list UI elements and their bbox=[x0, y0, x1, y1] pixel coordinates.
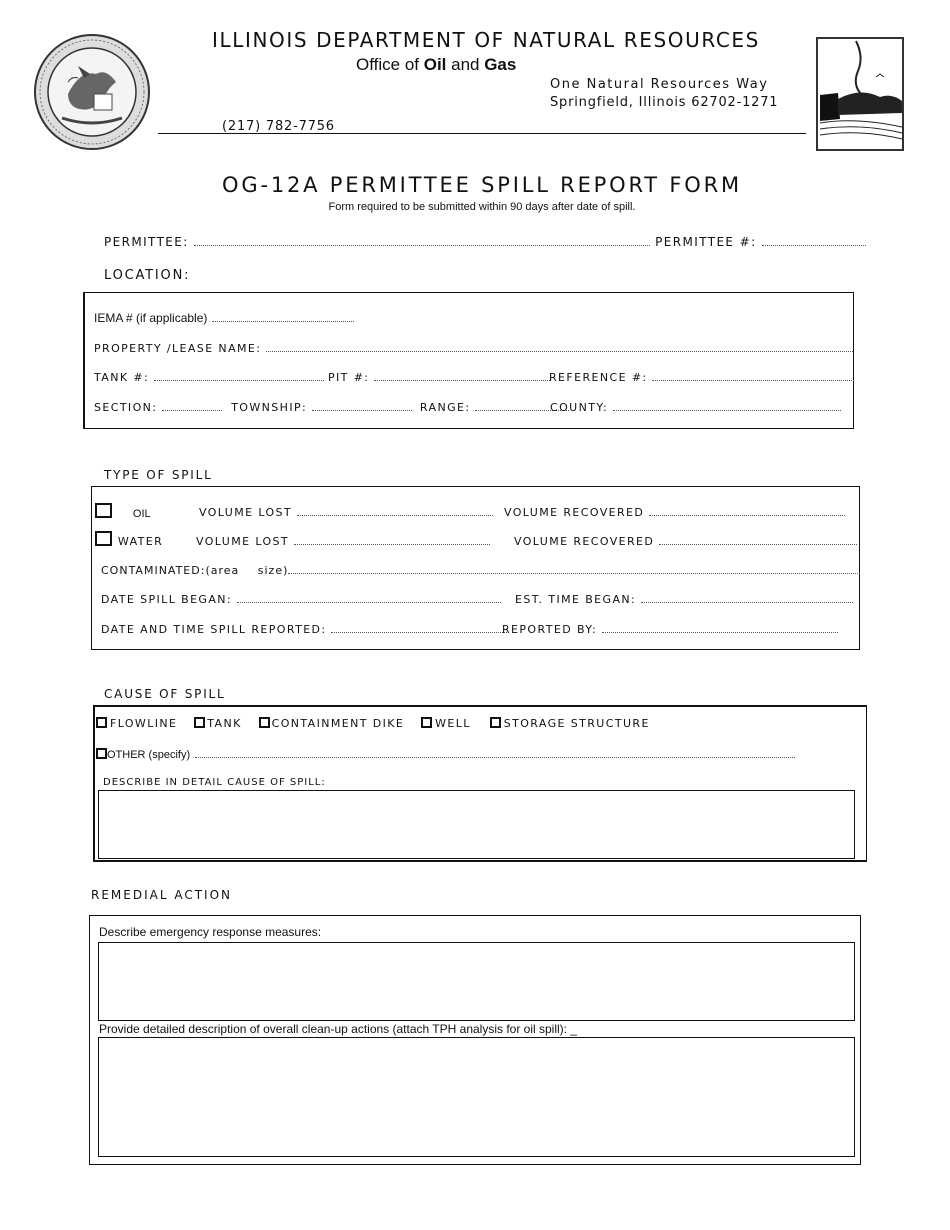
pit-label: PIT #: bbox=[328, 371, 370, 384]
storage-structure-label: STORAGE STRUCTURE bbox=[503, 717, 650, 730]
cause-detail-box[interactable] bbox=[98, 790, 855, 859]
property-label: PROPERTY /LEASE NAME: bbox=[94, 342, 262, 355]
section-row bbox=[94, 399, 569, 414]
time-began-field[interactable] bbox=[641, 591, 853, 603]
reference-label: REFERENCE #: bbox=[549, 371, 648, 384]
cause-heading: CAUSE OF SPILL bbox=[104, 687, 226, 701]
office-and: and bbox=[446, 55, 485, 74]
permittee-number-field[interactable] bbox=[762, 234, 866, 246]
remedial-heading: REMEDIAL ACTION bbox=[91, 888, 233, 902]
phone-number: (217) 782-7756 bbox=[222, 119, 335, 134]
reported-time-label: DATE AND TIME SPILL REPORTED: bbox=[101, 623, 327, 636]
reported-by-group bbox=[502, 621, 838, 636]
permittee-row bbox=[104, 234, 866, 249]
water-label: WATER bbox=[117, 535, 164, 548]
emergency-box[interactable] bbox=[98, 942, 855, 1021]
permittee-field[interactable] bbox=[194, 234, 650, 246]
permittee-label: PERMITTEE: bbox=[104, 235, 189, 249]
other-checkbox[interactable] bbox=[96, 748, 107, 759]
office-oil: Oil bbox=[423, 55, 447, 74]
address-line1: One Natural Resources Way bbox=[550, 77, 769, 92]
form-title: OG-12A PERMITTEE SPILL REPORT FORM bbox=[222, 173, 742, 197]
water-volume-recovered-label: VOLUME RECOVERED bbox=[514, 535, 655, 548]
reported-row bbox=[101, 621, 507, 636]
storage-structure-checkbox[interactable] bbox=[490, 717, 501, 728]
agency-name: ILLINOIS DEPARTMENT OF NATURAL RESOURCES bbox=[212, 28, 760, 52]
landscape-logo-icon bbox=[816, 37, 904, 151]
county-label: COUNTY: bbox=[550, 401, 609, 414]
reference-group bbox=[549, 369, 854, 384]
water-checkbox[interactable] bbox=[95, 531, 112, 546]
well-checkbox[interactable] bbox=[421, 717, 432, 728]
date-began-field[interactable] bbox=[237, 591, 501, 603]
pit-group bbox=[328, 369, 550, 384]
oil-row bbox=[95, 503, 151, 520]
form-subtitle: Form required to be submitted within 90 days after date of spill. bbox=[328, 201, 636, 213]
oil-label: OIL bbox=[132, 508, 151, 520]
township-field[interactable] bbox=[312, 399, 412, 411]
water-volume-lost bbox=[196, 533, 490, 548]
tank-field[interactable] bbox=[154, 369, 324, 381]
other-field[interactable] bbox=[195, 746, 795, 758]
township-label: TOWNSHIP: bbox=[231, 401, 308, 414]
pit-field[interactable] bbox=[374, 369, 550, 381]
seal-icon bbox=[32, 32, 152, 152]
section-field[interactable] bbox=[162, 399, 222, 411]
tank-label: TANK #: bbox=[94, 371, 150, 384]
cleanup-box[interactable] bbox=[98, 1037, 855, 1157]
water-row bbox=[95, 531, 163, 548]
address-line2: Springfield, Illinois 62702-1271 bbox=[550, 95, 779, 110]
office-gas: Gas bbox=[484, 55, 517, 74]
reported-time-field[interactable] bbox=[331, 621, 507, 633]
permittee-number-label: PERMITTEE #: bbox=[655, 235, 757, 249]
property-field[interactable] bbox=[266, 340, 853, 352]
water-volume-recovered bbox=[514, 533, 857, 548]
oil-volume-recovered bbox=[504, 504, 845, 519]
water-volume-lost-field[interactable] bbox=[294, 533, 490, 545]
contaminated-row bbox=[101, 562, 860, 577]
range-label: RANGE: bbox=[419, 401, 471, 414]
other-row bbox=[96, 746, 795, 761]
cause-options bbox=[96, 717, 650, 730]
water-volume-recovered-field[interactable] bbox=[659, 533, 857, 545]
flowline-checkbox[interactable] bbox=[96, 717, 107, 728]
iema-field[interactable] bbox=[212, 310, 354, 322]
oil-volume-lost-label: VOLUME LOST bbox=[199, 506, 293, 519]
header-rule bbox=[158, 133, 806, 134]
county-field[interactable] bbox=[613, 399, 841, 411]
time-began-label: EST. TIME BEGAN: bbox=[515, 593, 637, 606]
oil-volume-recovered-field[interactable] bbox=[649, 504, 845, 516]
state-seal bbox=[32, 32, 152, 152]
emergency-label: Describe emergency response measures: bbox=[99, 925, 322, 939]
date-began-row bbox=[101, 591, 501, 606]
contaminated-label: CONTAMINATED:(area bbox=[101, 564, 240, 577]
property-row bbox=[94, 340, 853, 355]
location-heading: LOCATION: bbox=[104, 268, 191, 283]
tank-cause-label: TANK bbox=[207, 717, 242, 730]
oil-volume-recovered-label: VOLUME RECOVERED bbox=[504, 506, 645, 519]
reference-field[interactable] bbox=[652, 369, 854, 381]
reported-by-label: REPORTED BY: bbox=[502, 623, 598, 636]
cause-detail-label: DESCRIBE IN DETAIL CAUSE OF SPILL: bbox=[103, 777, 326, 788]
time-began-group bbox=[515, 591, 853, 606]
spill-type-heading: TYPE OF SPILL bbox=[104, 468, 213, 482]
date-began-label: DATE SPILL BEGAN: bbox=[101, 593, 233, 606]
contaminated-field[interactable] bbox=[288, 562, 860, 574]
reported-by-field[interactable] bbox=[602, 621, 838, 633]
flowline-label: FLOWLINE bbox=[110, 717, 178, 730]
iema-row bbox=[94, 310, 354, 325]
containment-dike-label: CONTAINMENT DIKE bbox=[271, 717, 405, 730]
tank-pit-ref-row bbox=[94, 369, 324, 384]
dnr-logo bbox=[816, 37, 904, 151]
well-label: WELL bbox=[435, 717, 471, 730]
tank-checkbox[interactable] bbox=[194, 717, 205, 728]
cleanup-label: Provide detailed description of overall clean-up actions (attach TPH analysis for oil spill): _ bbox=[99, 1022, 578, 1036]
contaminated-size-label: size) bbox=[257, 564, 289, 577]
office-name bbox=[356, 55, 516, 75]
containment-dike-checkbox[interactable] bbox=[259, 717, 270, 728]
oil-volume-lost-field[interactable] bbox=[297, 504, 493, 516]
section-label: SECTION: bbox=[94, 401, 158, 414]
iema-label: IEMA # (if applicable) bbox=[94, 311, 208, 325]
other-label: OTHER (specify) bbox=[107, 749, 191, 761]
oil-checkbox[interactable] bbox=[95, 503, 112, 518]
water-volume-lost-label: VOLUME LOST bbox=[196, 535, 290, 548]
county-group bbox=[550, 399, 841, 414]
oil-volume-lost bbox=[199, 504, 493, 519]
office-prefix: Office of bbox=[356, 55, 424, 74]
